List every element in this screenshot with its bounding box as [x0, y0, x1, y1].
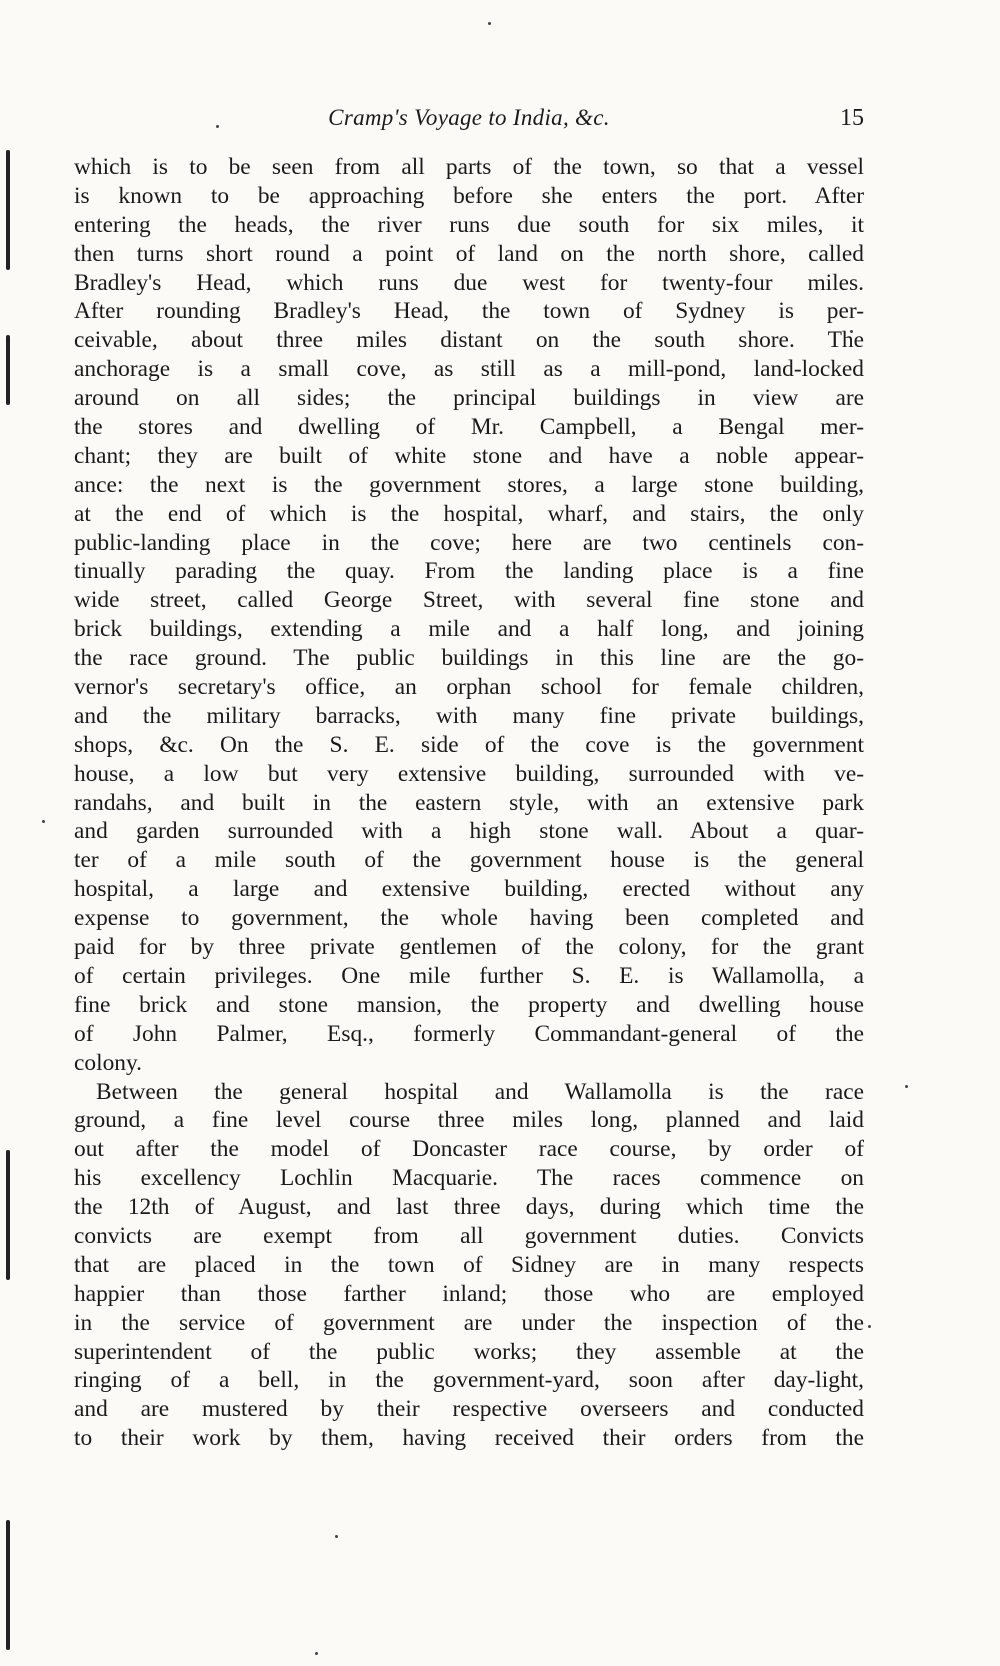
- text-line: the 12th of August, and last three days, during which time the: [74, 1194, 864, 1221]
- running-head: [74, 105, 864, 141]
- text-line: public-landing place in the cove; here are two centinels con-: [74, 529, 864, 556]
- text-line: entering the heads, the river runs due south for six miles, it: [74, 211, 864, 238]
- scan-speck: [905, 1085, 908, 1088]
- text-line: that are placed in the town of Sidney are in many respects: [74, 1251, 864, 1278]
- text-line: fine brick and stone mansion, the property and dwelling house: [74, 991, 864, 1018]
- text-line: house, a low but very extensive building, surrounded with ve-: [74, 760, 864, 787]
- text-line: the race ground. The public buildings in this line are the go-: [74, 645, 864, 672]
- scan-edge-mark: [6, 1150, 10, 1280]
- text-line: convicts are exempt from all government duties. Convicts: [74, 1222, 864, 1249]
- text-line: the stores and dwelling of Mr. Campbell, a Bengal mer-: [74, 414, 864, 441]
- text-line: hospital, a large and extensive building, erected without any: [74, 876, 864, 903]
- text-line: around on all sides; the principal buildings in view are: [74, 385, 864, 412]
- running-title: Cramp's Voyage to India, &c.: [328, 105, 610, 130]
- text-line: anchorage is a small cove, as still as a mill-pond, land-locked: [74, 356, 864, 383]
- text-line: out after the model of Doncaster race course, by order of: [74, 1136, 864, 1163]
- scan-speck: [315, 1652, 318, 1655]
- body-text: [74, 153, 864, 1453]
- text-line: of certain privileges. One mile further S. E. is Wallamolla, a: [74, 962, 864, 989]
- scan-speck: [868, 1325, 871, 1328]
- text-line: his excellency Lochlin Macquarie. The races commence on: [74, 1165, 864, 1192]
- text-line: then turns short round a point of land on the north shore, called: [74, 240, 864, 267]
- text-line: paid for by three private gentlemen of the colony, for the grant: [74, 934, 864, 961]
- text-line: After rounding Bradley's Head, the town of Sydney is per-: [74, 298, 864, 325]
- text-line: ground, a fine level course three miles long, planned and laid: [74, 1107, 864, 1134]
- text-line: vernor's secretary's office, an orphan school for female children,: [74, 674, 864, 701]
- text-line: in the service of government are under the inspection of the: [74, 1309, 864, 1336]
- text-line: ance: the next is the government stores, a large stone building,: [74, 471, 864, 498]
- text-line: which is to be seen from all parts of the town, so that a vessel: [74, 154, 864, 180]
- text-line: colony.: [74, 1049, 142, 1076]
- scan-edge-mark: [6, 1520, 10, 1650]
- page-number: 15: [840, 105, 864, 131]
- text-line: at the end of which is the hospital, wharf, and stairs, the only: [74, 500, 864, 527]
- text-line: and garden surrounded with a high stone wall. About a quar-: [74, 818, 864, 845]
- scan-speck: [42, 820, 45, 823]
- text-line: Between the general hospital and Wallamolla is the race: [96, 1078, 864, 1105]
- text-line: wide street, called George Street, with several fine stone and: [74, 587, 864, 614]
- text-line: chant; they are built of white stone and have a noble appear-: [74, 442, 864, 469]
- text-line: and the military barracks, with many fine private buildings,: [74, 702, 864, 729]
- text-line: shops, &c. On the S. E. side of the cove is the government: [74, 731, 864, 758]
- text-line: Bradley's Head, which runs due west for twenty-four miles.: [74, 269, 864, 296]
- text-line: of John Palmer, Esq., formerly Commandant-general of the: [74, 1020, 864, 1047]
- scan-edge-mark: [6, 150, 10, 270]
- text-line: tinually parading the quay. From the landing place is a fine: [74, 558, 864, 585]
- text-line: and are mustered by their respective overseers and conducted: [74, 1396, 864, 1423]
- text-line: brick buildings, extending a mile and a half long, and joining: [74, 616, 864, 643]
- scan-speck: [335, 1535, 338, 1538]
- text-line: to their work by them, having received their orders from the: [74, 1425, 864, 1452]
- text-line: ter of a mile south of the government house is the general: [74, 847, 864, 874]
- text-line: ceivable, about three miles distant on the south shore. The: [74, 327, 864, 354]
- text-line: randahs, and built in the eastern style, with an extensive park: [74, 789, 864, 816]
- text-line: is known to be approaching before she enters the port. After: [74, 182, 864, 209]
- text-line: superintendent of the public works; they assemble at the: [74, 1338, 864, 1365]
- text-line: expense to government, the whole having been completed and: [74, 905, 864, 932]
- text-line: happier than those farther inland; those who are employed: [74, 1280, 864, 1307]
- scan-speck: [488, 22, 491, 25]
- text-line: ringing of a bell, in the government-yard, soon after day-light,: [74, 1367, 864, 1394]
- scan-edge-mark: [6, 335, 10, 405]
